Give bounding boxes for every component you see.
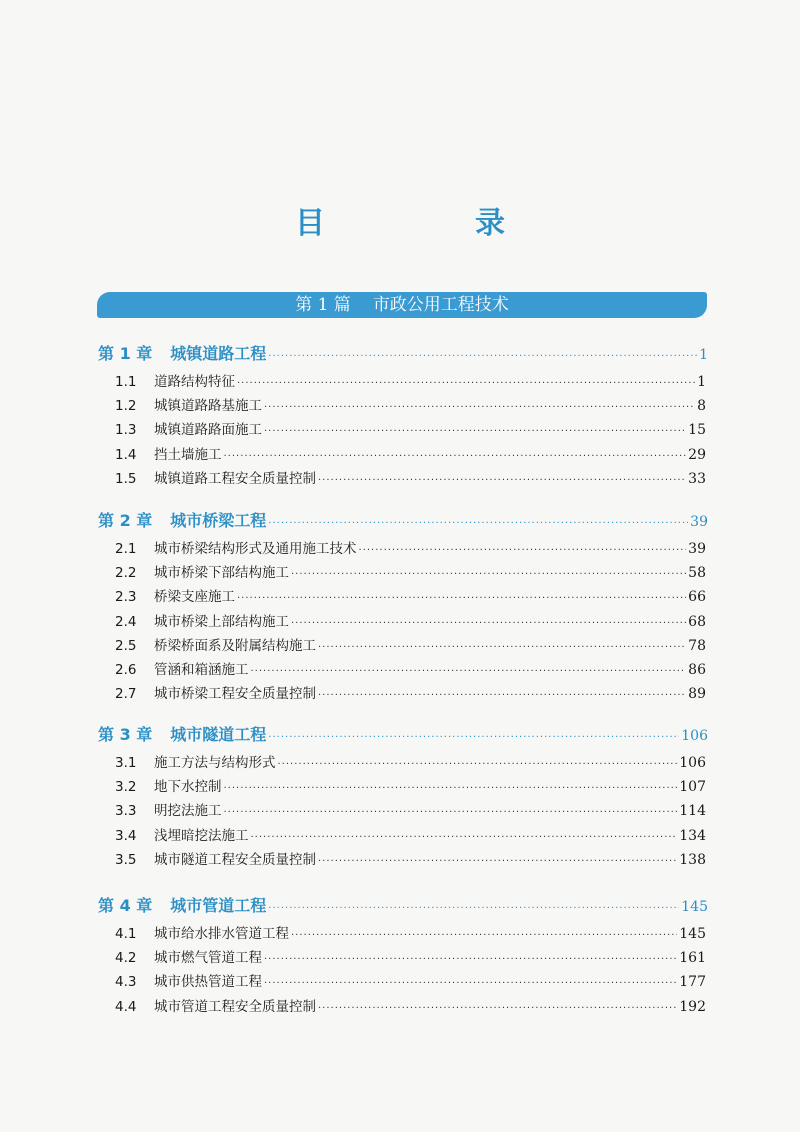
- section-number: 2.6: [115, 662, 137, 678]
- section-number: 1.1: [115, 374, 137, 390]
- toc-section-row[interactable]: [115, 970, 706, 990]
- section-page-number: 192: [679, 998, 706, 1015]
- section-number: 2.3: [115, 589, 137, 606]
- section-title: 城市桥梁工程安全质量控制: [154, 686, 316, 703]
- section-number: 2.7: [115, 686, 137, 703]
- part-name: 市政公用工程技术: [372, 295, 509, 315]
- section-number: 4.2: [115, 950, 137, 967]
- dot-leader: [359, 545, 687, 556]
- chapter-number: 第 3 章: [98, 725, 153, 744]
- section-title: 城镇道路路基施工: [154, 398, 262, 415]
- page-title: 目 录: [295, 206, 565, 241]
- toc-section-row[interactable]: [115, 799, 706, 819]
- dot-leader: [278, 759, 678, 770]
- section-number: 1.4: [115, 446, 137, 463]
- section-title: 城市燃气管道工程: [154, 950, 262, 967]
- section-page-number: 66: [688, 589, 706, 606]
- section-page-number: 145: [679, 926, 706, 942]
- dot-leader: [264, 954, 677, 965]
- section-page-number: 138: [679, 851, 706, 868]
- dot-leader: [268, 518, 688, 529]
- section-page-number: 89: [688, 686, 706, 703]
- dot-leader: [291, 930, 677, 941]
- chapter-number: 第 1 章: [98, 344, 153, 363]
- dot-leader: [224, 451, 687, 462]
- dot-leader: [237, 378, 695, 389]
- dot-leader: [268, 903, 679, 914]
- toc-section-row[interactable]: [115, 824, 706, 844]
- toc-section-row[interactable]: [115, 658, 706, 678]
- section-page-number: 114: [679, 803, 706, 820]
- toc-chapter-row[interactable]: [98, 893, 708, 916]
- section-title: 城市给水排水管道工程: [154, 926, 289, 942]
- dot-leader: [251, 666, 687, 677]
- section-page-number: 161: [679, 950, 706, 967]
- section-title: 城市桥梁上部结构施工: [154, 613, 289, 630]
- section-page-number: 39: [688, 541, 706, 557]
- section-number: 3.5: [115, 851, 137, 868]
- dot-leader: [264, 426, 686, 437]
- section-page-number: 106: [679, 755, 706, 771]
- section-number: 1.5: [115, 470, 137, 487]
- dot-leader: [318, 475, 686, 486]
- section-page-number: 177: [679, 974, 706, 991]
- toc-section-row[interactable]: [115, 443, 706, 463]
- section-title: 桥梁桥面系及附属结构施工: [154, 637, 316, 654]
- part-banner: [97, 292, 707, 318]
- dot-leader: [291, 618, 686, 629]
- section-title: 明挖法施工: [154, 803, 222, 820]
- chapter-title: 城镇道路工程: [170, 344, 267, 363]
- toc-chapter-row[interactable]: [98, 341, 708, 364]
- section-page-number: 58: [688, 565, 706, 582]
- toc-section-row[interactable]: [115, 467, 706, 487]
- section-page-number: 107: [679, 779, 706, 796]
- section-title: 城市桥梁结构形式及通用施工技术: [154, 541, 357, 557]
- section-title: 城镇道路路面施工: [154, 422, 262, 439]
- dot-leader: [318, 642, 686, 653]
- section-title: 施工方法与结构形式: [154, 755, 276, 771]
- section-title: 城市管道工程安全质量控制: [154, 998, 316, 1015]
- chapter-page-number: 1: [699, 347, 708, 363]
- section-title: 城镇道路工程安全质量控制: [154, 470, 316, 487]
- chapter-title: 城市管道工程: [170, 896, 267, 915]
- dot-leader: [264, 978, 677, 989]
- section-number: 2.5: [115, 637, 137, 654]
- toc-section-row[interactable]: [115, 922, 706, 942]
- section-number: 4.4: [115, 998, 137, 1015]
- section-number: 1.2: [115, 398, 137, 415]
- toc-section-row[interactable]: [115, 775, 706, 795]
- dot-leader: [268, 351, 697, 362]
- toc-section-row[interactable]: [115, 751, 706, 771]
- section-title: 道路结构特征: [154, 374, 235, 390]
- dot-leader: [268, 732, 679, 743]
- section-title: 城市桥梁下部结构施工: [154, 565, 289, 582]
- toc-section-row[interactable]: [115, 682, 706, 702]
- chapter-number: 第 2 章: [98, 511, 153, 530]
- dot-leader: [237, 593, 686, 604]
- toc-section-row[interactable]: [115, 394, 706, 414]
- toc-section-row[interactable]: [115, 537, 706, 557]
- chapter-number: 第 4 章: [98, 896, 153, 915]
- section-page-number: 78: [688, 637, 706, 654]
- toc-chapter-row[interactable]: [98, 508, 708, 531]
- chapter-page-number: 106: [681, 728, 708, 744]
- section-number: 3.4: [115, 827, 137, 844]
- section-number: 4.1: [115, 926, 137, 942]
- dot-leader: [224, 807, 678, 818]
- section-page-number: 15: [688, 422, 706, 439]
- section-number: 3.1: [115, 755, 137, 771]
- chapter-page-number: 145: [681, 899, 708, 915]
- toc-section-row[interactable]: [115, 610, 706, 630]
- chapter-title: 城市隧道工程: [170, 725, 267, 744]
- section-page-number: 134: [679, 827, 706, 844]
- section-number: 2.2: [115, 565, 137, 582]
- section-number: 3.3: [115, 803, 137, 820]
- dot-leader: [291, 569, 686, 580]
- dot-leader: [251, 832, 678, 843]
- section-title: 桥梁支座施工: [154, 589, 235, 606]
- toc-section-row[interactable]: [115, 585, 706, 605]
- dot-leader: [318, 690, 686, 701]
- toc-section-row[interactable]: [115, 370, 706, 390]
- part-label: 第 1 篇: [295, 295, 351, 315]
- section-page-number: 68: [688, 613, 706, 630]
- section-title: 浅埋暗挖法施工: [154, 827, 249, 844]
- section-number: 4.3: [115, 974, 137, 991]
- toc-section-row[interactable]: [115, 848, 706, 868]
- toc-section-row[interactable]: [115, 634, 706, 654]
- section-number: 3.2: [115, 779, 137, 796]
- section-page-number: 1: [697, 374, 706, 390]
- chapter-title: 城市桥梁工程: [170, 511, 267, 530]
- section-page-number: 33: [688, 470, 706, 487]
- toc-section-row[interactable]: [115, 946, 706, 966]
- toc-section-row[interactable]: [115, 561, 706, 581]
- section-page-number: 8: [697, 398, 706, 415]
- dot-leader: [224, 783, 678, 794]
- section-title: 地下水控制: [154, 779, 222, 796]
- section-number: 1.3: [115, 422, 137, 439]
- section-page-number: 29: [688, 446, 706, 463]
- section-title: 挡土墙施工: [154, 446, 222, 463]
- section-number: 2.1: [115, 541, 137, 557]
- toc-section-row[interactable]: [115, 418, 706, 438]
- dot-leader: [318, 1003, 677, 1014]
- toc-section-row[interactable]: [115, 995, 706, 1015]
- dot-leader: [264, 402, 695, 413]
- section-title: 城市隧道工程安全质量控制: [154, 851, 316, 868]
- dot-leader: [318, 856, 677, 867]
- section-number: 2.4: [115, 613, 137, 630]
- section-page-number: 86: [688, 662, 706, 678]
- chapter-page-number: 39: [690, 514, 708, 530]
- toc-chapter-row[interactable]: [98, 722, 708, 745]
- section-title: 城市供热管道工程: [154, 974, 262, 991]
- section-title: 管涵和箱涵施工: [154, 662, 249, 678]
